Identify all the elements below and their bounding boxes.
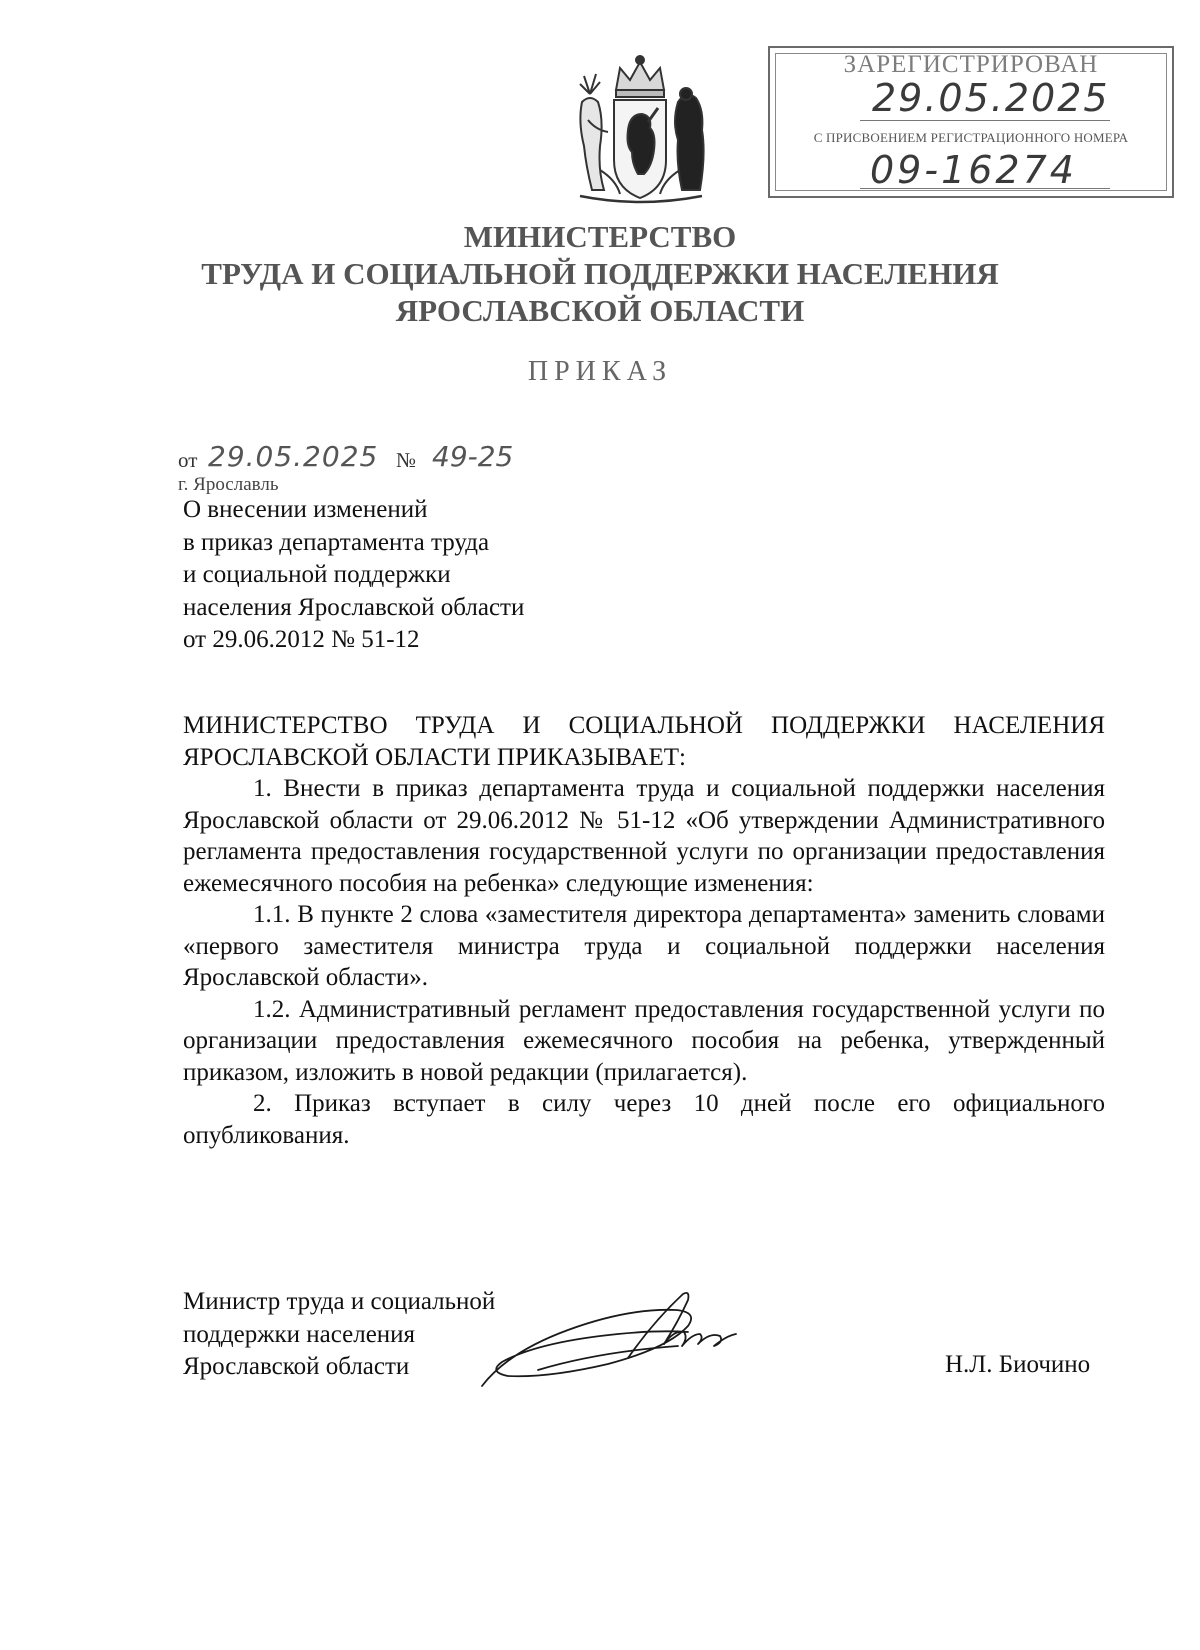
order-body bbox=[183, 710, 1105, 1151]
number-prefix: № bbox=[396, 448, 417, 472]
order-paragraph: 1.2. Административный регламент предоставления государственной услуги по организации предоставления ежемесячного пособия на ребенка, утвержденный приказом, изложить в новой редакции (прилагается). bbox=[183, 995, 1105, 1086]
order-subject bbox=[183, 494, 524, 657]
date-prefix: от bbox=[178, 448, 198, 472]
signatory-title-line: Министр труда и социальной bbox=[183, 1288, 496, 1315]
registration-stamp bbox=[768, 46, 1174, 198]
signatory-title bbox=[183, 1286, 495, 1384]
stamp-divider bbox=[860, 188, 1110, 189]
order-lead: МИНИСТЕРСТВО ТРУДА И СОЦИАЛЬНОЙ ПОДДЕРЖКИ НАСЕЛЕНИЯ ЯРОСЛАВСКОЙ ОБЛАСТИ ПРИКАЗЫВАЕТ: bbox=[183, 712, 1105, 771]
stamp-caption: С ПРИСВОЕНИЕМ РЕГИСТРАЦИОННОГО НОМЕРА bbox=[813, 130, 1129, 145]
signatory-title-line: поддержки населения bbox=[183, 1320, 416, 1348]
order-paragraph: 1.1. В пункте 2 слова «заместителя директора департамента» заменить словами «первого заместителя министра труда и социальной поддержки населения Ярославской области». bbox=[183, 901, 1105, 991]
stamp-title: ЗАРЕГИСТРИРОВАН bbox=[843, 51, 1099, 78]
handwritten-signature bbox=[478, 1282, 758, 1392]
order-paragraph: 2. Приказ вступает в силу через 10 дней после его официального опубликования. bbox=[183, 1090, 1105, 1149]
subject-line: в приказ департамента труда bbox=[183, 528, 490, 556]
signatory-name: Н.Л. Биочино bbox=[945, 1351, 1091, 1378]
ministry-line: МИНИСТЕРСТВО bbox=[463, 219, 737, 254]
signatory-title-line: Ярославской области bbox=[183, 1353, 410, 1380]
stamp-date: 29.05.2025 bbox=[872, 76, 1110, 120]
ministry-line: ТРУДА И СОЦИАЛЬНОЙ ПОДДЕРЖКИ НАСЕЛЕНИЯ bbox=[201, 256, 999, 291]
subject-line: от 29.06.2012 № 51-12 bbox=[183, 626, 420, 653]
order-paragraph: 1. Внести в приказ департамента труда и социальной поддержки населения Ярославской области от 29.06.2012 № 51-12 «Об утверждении Административного регламента предоставления государственной услуги по организации предоставления ежемесячного пособия на ребенка» следующие изменения: bbox=[183, 775, 1105, 897]
subject-line: О внесении изменений bbox=[183, 496, 428, 523]
subject-line: населения Ярославской области bbox=[183, 593, 525, 621]
document-type-title: ПРИКАЗ bbox=[527, 356, 673, 387]
coat-of-arms-icon bbox=[560, 50, 720, 210]
stamp-divider bbox=[860, 120, 1110, 121]
city-label: г. Ярославль bbox=[178, 474, 279, 495]
stamp-registration-number: 09-16274 bbox=[870, 148, 1077, 192]
order-number: 49-25 bbox=[432, 440, 514, 473]
ministry-line: ЯРОСЛАВСКОЙ ОБЛАСТИ bbox=[395, 293, 805, 328]
order-date: 29.05.2025 bbox=[208, 440, 379, 473]
ministry-header bbox=[0, 218, 1200, 329]
subject-line: и социальной поддержки bbox=[183, 561, 451, 588]
